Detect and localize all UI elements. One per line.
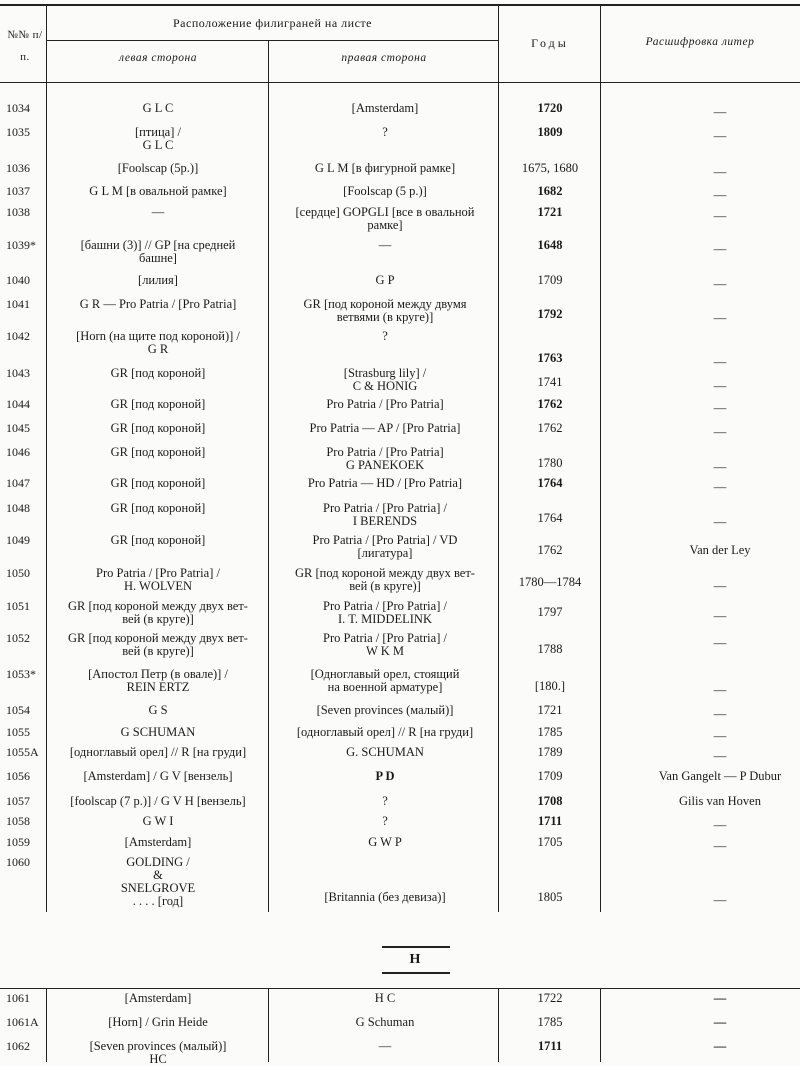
row-num: 1041	[6, 297, 30, 311]
row-right: Pro Patria / [Pro Patria] / I BERENDS	[323, 501, 447, 528]
row-num: 1043	[6, 366, 30, 380]
row-num: 1034	[6, 101, 30, 115]
row-num: 1036	[6, 161, 30, 175]
row-year: 1720	[537, 101, 563, 115]
row-left: [Horn] / Grin Heide	[108, 1015, 208, 1029]
row-num: 1045	[6, 421, 30, 435]
row-year: 1780—1784	[518, 575, 582, 589]
row-year: 1764	[537, 476, 563, 490]
row-decode: Van Gangelt — P Dubur	[658, 769, 782, 783]
row-right: [Одноглавый орел, стоящий на военной арматуре]	[310, 667, 460, 694]
row-decode: —	[713, 401, 727, 415]
section-rule-bottom	[382, 972, 450, 974]
row-year: 1785	[537, 1015, 563, 1029]
row-right: [сердце] GOPGLI [все в овальной рамке]	[295, 205, 475, 232]
row-decode: —	[713, 460, 727, 474]
row-year: 1809	[537, 125, 563, 139]
row-right: G W P	[368, 835, 402, 849]
row-year: 1721	[537, 205, 563, 219]
row-left: G SCHUMAN	[120, 725, 196, 739]
row-left: G L M [в овальной рамке]	[89, 184, 227, 198]
col-rule-2	[268, 40, 269, 912]
row-left: [foolscap (7 р.)] / G V H [вензель]	[70, 794, 246, 808]
row-decode: —	[713, 311, 727, 325]
row-right: Pro Patria — HD / [Pro Patria]	[307, 476, 463, 490]
row-decode: —	[713, 1039, 727, 1053]
row-year: 1648	[537, 238, 563, 252]
header-left-side: левая сторона	[119, 52, 197, 64]
row-num: 1052	[6, 631, 30, 645]
row-year: 1709	[537, 769, 563, 783]
header-location: Расположение филиграней на листе	[173, 16, 372, 30]
row-num: 1053*	[6, 667, 36, 681]
row-decode: —	[713, 105, 727, 119]
col-rule-4	[600, 6, 601, 912]
row-decode: —	[713, 707, 727, 721]
row-num: 1051	[6, 599, 30, 613]
row-year: 1763	[537, 351, 563, 365]
row-left: GR [под короной]	[110, 366, 206, 380]
row-right: —	[378, 1039, 392, 1053]
row-right: GR [под короной между двух вет- вей (в круге)]	[295, 566, 475, 593]
header-bottom-rule	[0, 82, 800, 83]
row-left: [Amsterdam] / G V [вензель]	[83, 769, 233, 783]
header-subrule	[46, 40, 498, 41]
row-num: 1057	[6, 794, 30, 808]
row-year: 1682	[537, 184, 563, 198]
row-num: 1048	[6, 501, 30, 515]
row-decode: Gilis van Hoven	[679, 794, 761, 808]
row-right: P D	[375, 769, 395, 783]
row-num: 1054	[6, 703, 30, 717]
row-year: 1762	[537, 397, 563, 411]
row-left: —	[151, 205, 165, 219]
row-year: 1780	[537, 456, 563, 470]
row-right: Pro Patria / [Pro Patria] G PANEKOEK	[326, 445, 444, 472]
row-left: GR [под короной между двух вет- вей (в круге)]	[68, 631, 248, 658]
row-left: GR [под короной]	[110, 501, 206, 515]
row-year: 1711	[537, 1039, 563, 1053]
row-decode: —	[713, 188, 727, 202]
section-rule-top	[382, 946, 450, 948]
row-left: [Amsterdam]	[124, 835, 192, 849]
row-num: 1062	[6, 1039, 30, 1053]
col-rule-4b	[600, 988, 601, 1062]
header-years: Годы	[531, 36, 569, 50]
row-decode: —	[713, 209, 727, 223]
row-num: 1039*	[6, 238, 36, 252]
row-left: GR [под короной]	[110, 533, 206, 547]
col-rule-1b	[46, 988, 47, 1062]
row-decode: —	[713, 165, 727, 179]
header-num: №№ п/п.	[7, 29, 43, 63]
row-right: Pro Patria / [Pro Patria] / W K M	[323, 631, 447, 658]
row-right: Pro Patria — AP / [Pro Patria]	[309, 421, 461, 435]
row-decode: —	[713, 425, 727, 439]
row-decode: —	[713, 480, 727, 494]
row-decode: —	[713, 579, 727, 593]
row-year: 1721	[537, 703, 563, 717]
row-num: 1058	[6, 814, 30, 828]
row-right: H C	[374, 991, 396, 1005]
row-decode: —	[713, 515, 727, 529]
row-num: 1060	[6, 855, 30, 869]
row-left: G S	[148, 703, 168, 717]
row-right: Pro Patria / [Pro Patria]	[326, 397, 444, 411]
row-left: GR [под короной]	[110, 397, 206, 411]
row-decode: —	[713, 749, 727, 763]
row-left: GR [под короной]	[110, 445, 206, 459]
row-right: [Foolscap (5 р.)]	[343, 184, 427, 198]
row-left: [одноглавый орел] // R [на груди]	[69, 745, 247, 759]
row-decode: —	[713, 636, 727, 650]
row-decode: —	[713, 991, 727, 1005]
row-year: 1762	[537, 543, 563, 557]
row-num: 1042	[6, 329, 30, 343]
row-num: 1055A	[6, 745, 39, 759]
row-right: ?	[382, 814, 388, 828]
row-decode: —	[713, 355, 727, 369]
row-right: G. SCHUMAN	[346, 745, 424, 759]
row-year: 1722	[537, 991, 563, 1005]
header-decode: Расшифровка литер	[645, 36, 755, 48]
row-decode: —	[713, 277, 727, 291]
row-left: Pro Patria / [Pro Patria] / H. WOLVEN	[96, 566, 220, 593]
row-left: [Foolscap (5р.)]	[117, 161, 199, 175]
row-year: 1788	[537, 642, 563, 656]
row-year: 1789	[537, 745, 563, 759]
row-left: [птица] / G L C	[134, 125, 181, 152]
row-num: 1055	[6, 725, 30, 739]
row-right: GR [под короной между двумя ветвями (в круге)]	[303, 297, 467, 324]
row-num: 1049	[6, 533, 30, 547]
row-right: ?	[382, 329, 388, 343]
row-num: 1059	[6, 835, 30, 849]
row-decode: Van der Ley	[689, 543, 751, 557]
row-left: GR [под короной между двух вет- вей (в круге)]	[68, 599, 248, 626]
row-left: [Amsterdam]	[124, 991, 192, 1005]
row-left: [лилия]	[138, 273, 178, 287]
row-left: G L C	[142, 101, 174, 115]
row-year: [180.]	[534, 679, 566, 693]
header-right-side: правая сторона	[341, 52, 427, 64]
col-rule-1	[46, 6, 47, 912]
row-decode: —	[713, 242, 727, 256]
row-decode: —	[713, 818, 727, 832]
row-left: [Seven provinces (малый)] HC	[89, 1039, 227, 1066]
row-year: 1675, 1680	[521, 161, 579, 175]
row-right: [Britannia (без девиза)]	[324, 890, 446, 904]
row-right: Pro Patria / [Pro Patria] / VD [лигатура]	[312, 533, 458, 560]
row-num: 1044	[6, 397, 30, 411]
row-decode: —	[713, 683, 727, 697]
row-year: 1762	[537, 421, 563, 435]
row-year: 1805	[537, 890, 563, 904]
row-num: 1035	[6, 125, 30, 139]
row-year: 1708	[537, 794, 563, 808]
row-right: [Seven provinces (малый)]	[316, 703, 454, 717]
row-right: ?	[382, 125, 388, 139]
row-left: GR [под короной]	[110, 421, 206, 435]
row-num: 1040	[6, 273, 30, 287]
row-year: 1705	[537, 835, 563, 849]
row-year: 1792	[537, 307, 563, 321]
row-num: 1046	[6, 445, 30, 459]
row-right: G L M [в фигурной рамке]	[314, 161, 456, 175]
row-year: 1709	[537, 273, 563, 287]
row-decode: —	[713, 1015, 727, 1029]
section-h-top-rule	[0, 988, 800, 989]
row-num: 1037	[6, 184, 30, 198]
col-rule-2b	[268, 988, 269, 1062]
row-year: 1741	[537, 375, 563, 389]
top-rule	[0, 4, 800, 6]
row-year: 1785	[537, 725, 563, 739]
section-letter: H	[409, 952, 421, 967]
row-left: G R — Pro Patria / [Pro Patria]	[79, 297, 237, 311]
row-right: —	[378, 238, 392, 252]
row-decode: —	[713, 839, 727, 853]
row-decode: —	[713, 893, 727, 907]
row-decode: —	[713, 379, 727, 393]
row-left: [Horn (на щите под короной)] / G R	[76, 329, 240, 356]
row-left: GR [под короной]	[110, 476, 206, 490]
row-right: Pro Patria / [Pro Patria] / I. T. MIDDELINK	[323, 599, 447, 626]
row-right: [Strasburg lily] / C & HONIG	[343, 366, 427, 393]
row-year: 1764	[537, 511, 563, 525]
row-right: ?	[382, 794, 388, 808]
row-left: [Апостол Петр (в овале)] / REIN ERTZ	[88, 667, 228, 694]
row-right: G Schuman	[355, 1015, 415, 1029]
row-num: 1047	[6, 476, 30, 490]
row-num: 1050	[6, 566, 30, 580]
row-right: G P	[375, 273, 395, 287]
row-num: 1056	[6, 769, 30, 783]
row-num: 1061A	[6, 1015, 39, 1029]
row-right: [Amsterdam]	[351, 101, 419, 115]
row-decode: —	[713, 609, 727, 623]
row-year: 1797	[537, 605, 563, 619]
row-left: GOLDING / & SNELGROVE . . . . [год]	[120, 855, 196, 908]
row-decode: —	[713, 729, 727, 743]
row-right: [одноглавый орел] // R [на груди]	[296, 725, 474, 739]
row-num: 1038	[6, 205, 30, 219]
row-decode: —	[713, 129, 727, 143]
row-year: 1711	[537, 814, 563, 828]
row-num: 1061	[6, 991, 30, 1005]
row-left: [башни (3)] // GP [на средней башне]	[80, 238, 236, 265]
row-left: G W I	[142, 814, 174, 828]
